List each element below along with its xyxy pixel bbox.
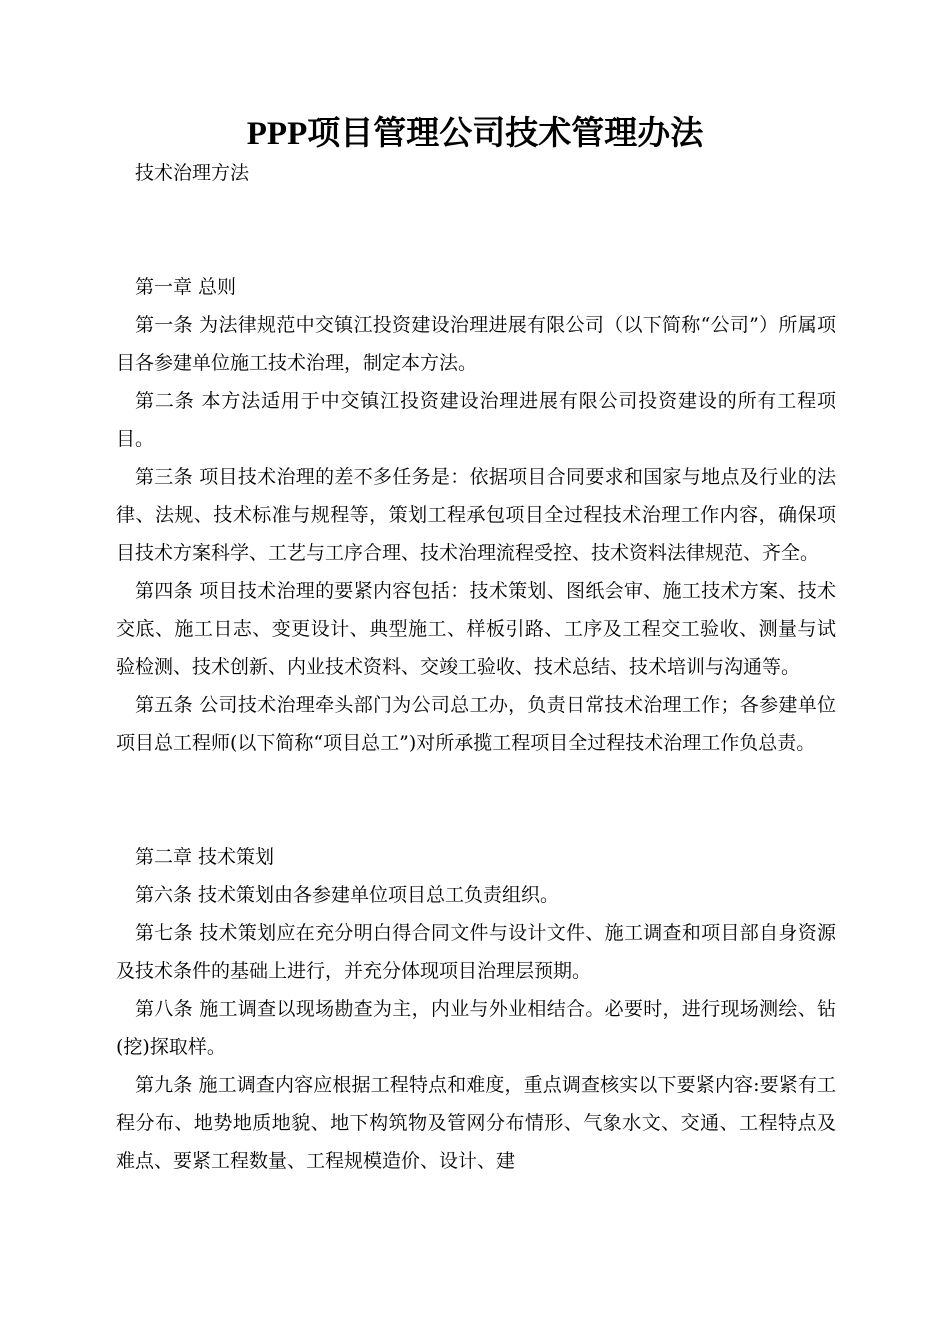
document-title: PPP项目管理公司技术管理办法 bbox=[246, 116, 704, 152]
article-paragraph: 第七条 技术策划应在充分明白得合同文件与设计文件、施工调查和项目部自身资源及技术条件的基础上进行，并充分体现项目治理层预期。 bbox=[116, 922, 836, 982]
blank-line bbox=[116, 230, 836, 268]
article-paragraph: 第三条 项目技术治理的差不多任务是：依据项目合同要求和国家与地点及行业的法律、法规、技术标准与规程等，策划工程承包项目全过程技术治理工作内容，确保项目技术方案科学、工艺与工序合理、技术治理流程受控、技术资料法律规范、齐全。 bbox=[116, 466, 836, 564]
article-paragraph: 第一条 为法律规范中交镇江投资建设治理进展有限公司（以下简称“公司”）所属项目各参建单位施工技术治理，制定本方法。 bbox=[116, 314, 836, 374]
article-paragraph: 第二条 本方法适用于中交镇江投资建设治理进展有限公司投资建设的所有工程项目。 bbox=[116, 390, 836, 450]
blank-line bbox=[116, 192, 836, 230]
article-paragraph: 第四条 项目技术治理的要紧内容包括：技术策划、图纸会审、施工技术方案、技术交底、施工日志、变更设计、典型施工、样板引路、工序及工程交工验收、测量与试验检测、技术创新、内业技术资料、交竣工验收、技术总结、技术培训与沟通等。 bbox=[116, 580, 836, 678]
blank-line bbox=[116, 800, 836, 838]
article-paragraph: 第五条 公司技术治理牵头部门为公司总工办，负责日常技术治理工作；各参建单位项目总工程师(以下简称“项目总工”)对所承揽工程项目全过程技术治理工作负总责。 bbox=[116, 694, 836, 754]
article-paragraph: 第八条 施工调查以现场勘查为主，内业与外业相结合。必要时，进行现场测绘、钻(挖)探取样。 bbox=[116, 998, 836, 1058]
chapter-heading: 第一章 总则 bbox=[135, 276, 237, 298]
chapter-heading: 第二章 技术策划 bbox=[135, 846, 275, 868]
article-paragraph: 第六条 技术策划由各参建单位项目总工负责组织。 bbox=[135, 884, 560, 906]
chapter-2 bbox=[116, 838, 836, 1180]
chapter-1 bbox=[116, 268, 836, 762]
blank-line bbox=[116, 762, 836, 800]
document-body bbox=[116, 154, 836, 1180]
document-subtitle: 技术治理方法 bbox=[135, 162, 250, 184]
article-paragraph: 第九条 施工调查内容应根据工程特点和难度，重点调查核实以下要紧内容:要紧有工程分布、地势地质地貌、地下构筑物及管网分布情形、气象水文、交通、工程特点及难点、要紧工程数量、工程规模造价、设计、建 bbox=[116, 1074, 836, 1172]
